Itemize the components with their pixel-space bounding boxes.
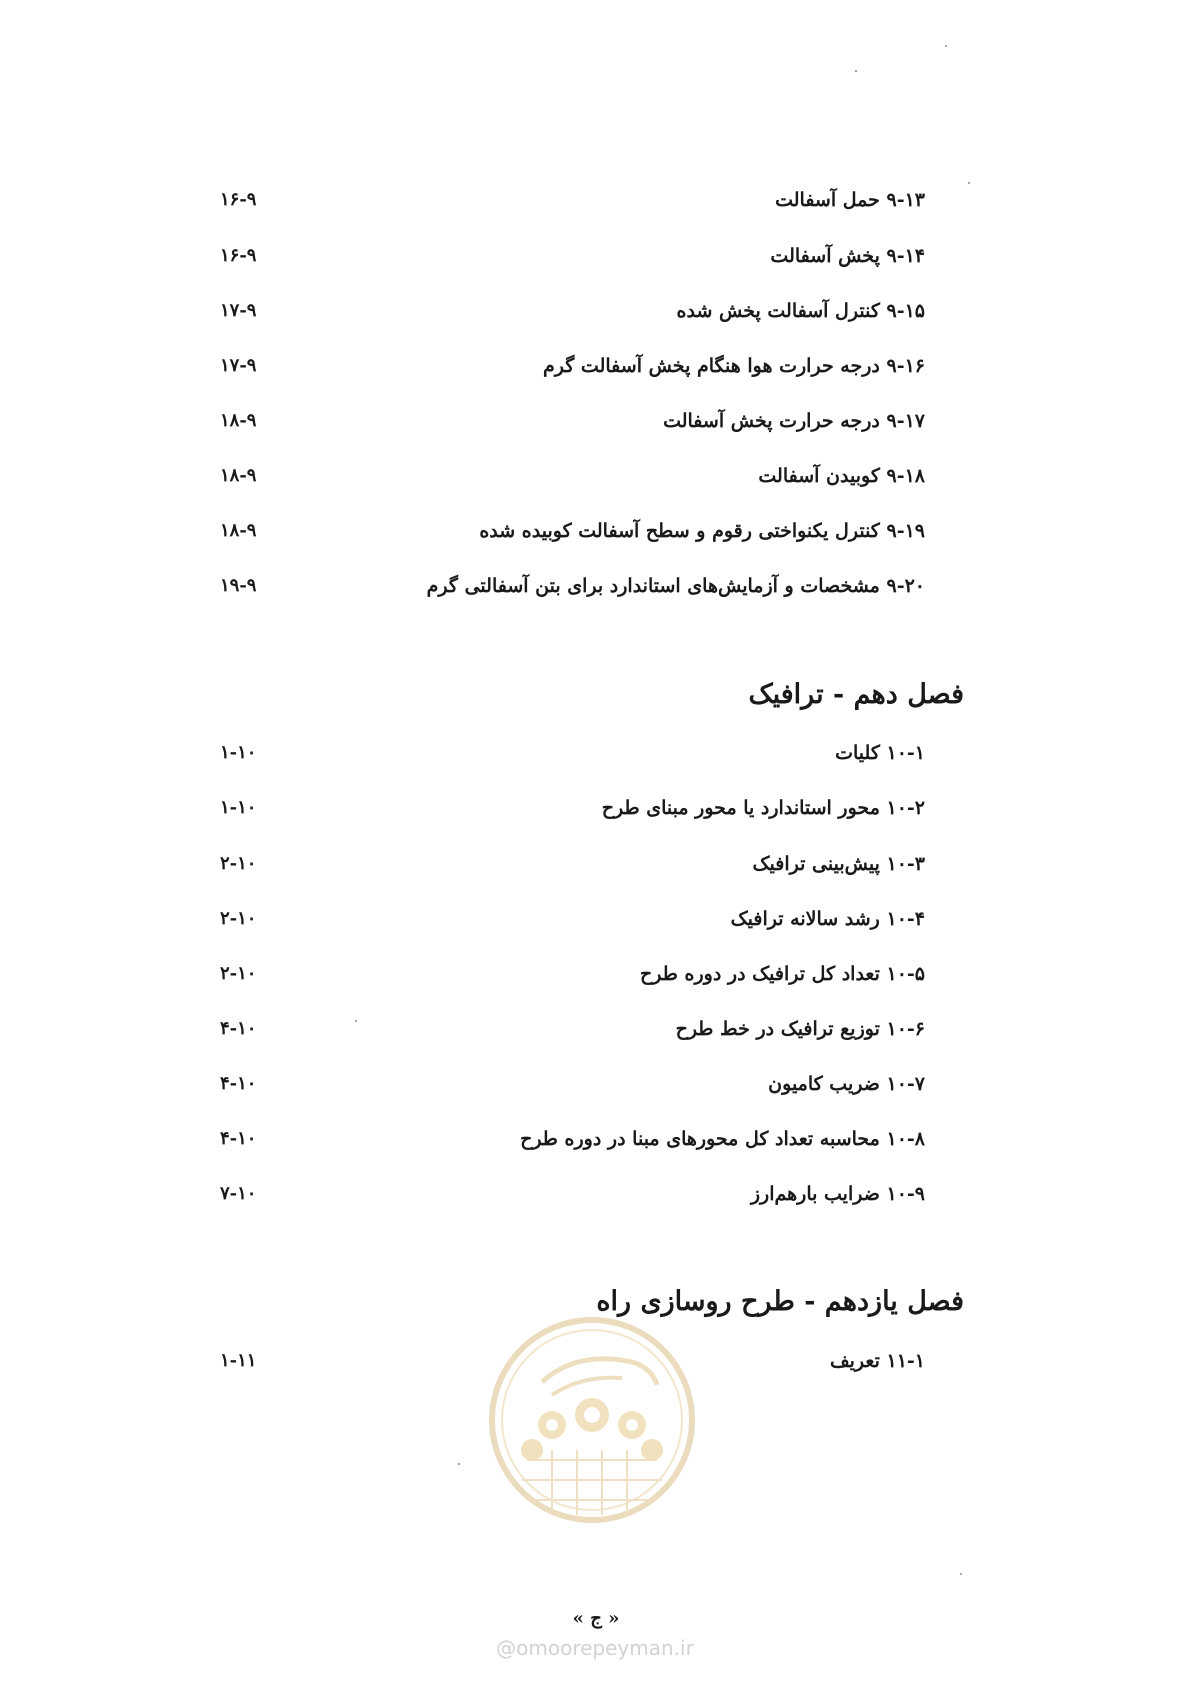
toc-entry	[220, 954, 925, 994]
toc-entry-title: ۱۰-۲ محور استاندارد یا محور مبنای طرح	[601, 797, 925, 819]
toc-entry-page: ۲-۱۰	[220, 853, 257, 874]
scan-speck	[855, 70, 857, 72]
toc-entry-page: ۱۸-۹	[220, 465, 257, 486]
toc-entry	[220, 1064, 925, 1104]
toc-entry	[220, 180, 925, 220]
toc-entry	[220, 456, 925, 496]
page-number: « ج »	[572, 1608, 620, 1629]
toc-entry-page: ۱-۱۰	[220, 797, 257, 818]
chapter-heading: فصل دهم - ترافیک	[748, 679, 964, 710]
toc-entry-page: ۱-۱۰	[220, 742, 257, 763]
toc-entry-title: ۱۰-۱ کلیات	[835, 742, 925, 764]
scan-speck	[458, 1463, 460, 1465]
toc-entry-page: ۱۹-۹	[220, 575, 257, 596]
toc-entry	[220, 788, 925, 828]
watermark-site-url: @omoorepeyman.ir	[496, 1636, 694, 1660]
toc-entry-page: ۱۸-۹	[220, 520, 257, 541]
toc-entry	[220, 401, 925, 441]
toc-entry	[220, 1119, 925, 1159]
toc-entry-title: ۹-۱۷ درجه حرارت پخش آسفالت	[663, 410, 925, 432]
toc-entry-title: ۱۰-۹ ضرایب بارهم‌ارز	[750, 1183, 925, 1205]
toc-entry-title: ۹-۱۵ کنترل آسفالت پخش شده	[676, 300, 925, 322]
toc-entry-page: ۲-۱۰	[220, 908, 257, 929]
toc-entry-title: ۹-۱۳ حمل آسفالت	[775, 189, 925, 211]
toc-entry	[220, 566, 925, 606]
toc-entry-page: ۴-۱۰	[220, 1018, 257, 1039]
scan-speck	[968, 182, 970, 184]
toc-entry	[220, 236, 925, 276]
toc-entry-title: ۹-۱۹ کنترل یکنواختی رقوم و سطح آسفالت کوبیده شده	[479, 520, 925, 542]
toc-entry	[220, 511, 925, 551]
toc-entry-page: ۱۶-۹	[220, 189, 257, 210]
toc-entry	[220, 1341, 925, 1381]
toc-entry-title: ۹-۲۰ مشخصات و آزمایش‌های استاندارد برای بتن آسفالتی گرم	[426, 575, 925, 597]
toc-entry-title: ۹-۱۶ درجه حرارت هوا هنگام پخش آسفالت گرم	[543, 355, 925, 377]
toc-entry	[220, 1009, 925, 1049]
toc-entry-title: ۱۰-۷ ضریب کامیون	[768, 1073, 925, 1095]
toc-entry	[220, 844, 925, 884]
scan-speck	[355, 1020, 357, 1022]
toc-entry-title: ۱۰-۶ توزیع ترافیک در خط طرح	[675, 1018, 925, 1040]
toc-entry-title: ۱۰-۴ رشد سالانه ترافیک	[730, 908, 925, 930]
toc-entry	[220, 291, 925, 331]
toc-entry-page: ۱۷-۹	[220, 355, 257, 376]
toc-entry-page: ۴-۱۰	[220, 1128, 257, 1149]
scan-speck	[960, 1573, 962, 1575]
toc-entry-page: ۱۶-۹	[220, 245, 257, 266]
toc-entry	[220, 733, 925, 773]
toc-entry-page: ۱۷-۹	[220, 300, 257, 321]
toc-entry-page: ۲-۱۰	[220, 963, 257, 984]
chapter-heading: فصل یازدهم - طرح روسازی راه	[596, 1286, 964, 1317]
toc-entry-page: ۱۸-۹	[220, 410, 257, 431]
toc-entry-page: ۴-۱۰	[220, 1073, 257, 1094]
toc-entry-page: ۷-۱۰	[220, 1183, 257, 1204]
toc-entry	[220, 1174, 925, 1214]
toc-entry-page: ۱-۱۱	[220, 1350, 257, 1371]
toc-entry	[220, 899, 925, 939]
toc-entry	[220, 346, 925, 386]
toc-entry-title: ۱۱-۱ تعریف	[829, 1350, 925, 1372]
toc-entry-title: ۱۰-۵ تعداد کل ترافیک در دوره طرح	[640, 963, 925, 985]
scan-speck	[945, 45, 947, 47]
toc-entry-title: ۱۰-۸ محاسبه تعداد کل محورهای مبنا در دوره طرح	[520, 1128, 925, 1150]
toc-entry-title: ۹-۱۴ پخش آسفالت	[770, 245, 925, 267]
toc-entry-title: ۱۰-۳ پیش‌بینی ترافیک	[752, 853, 925, 875]
toc-entry-title: ۹-۱۸ کوبیدن آسفالت	[758, 465, 925, 487]
